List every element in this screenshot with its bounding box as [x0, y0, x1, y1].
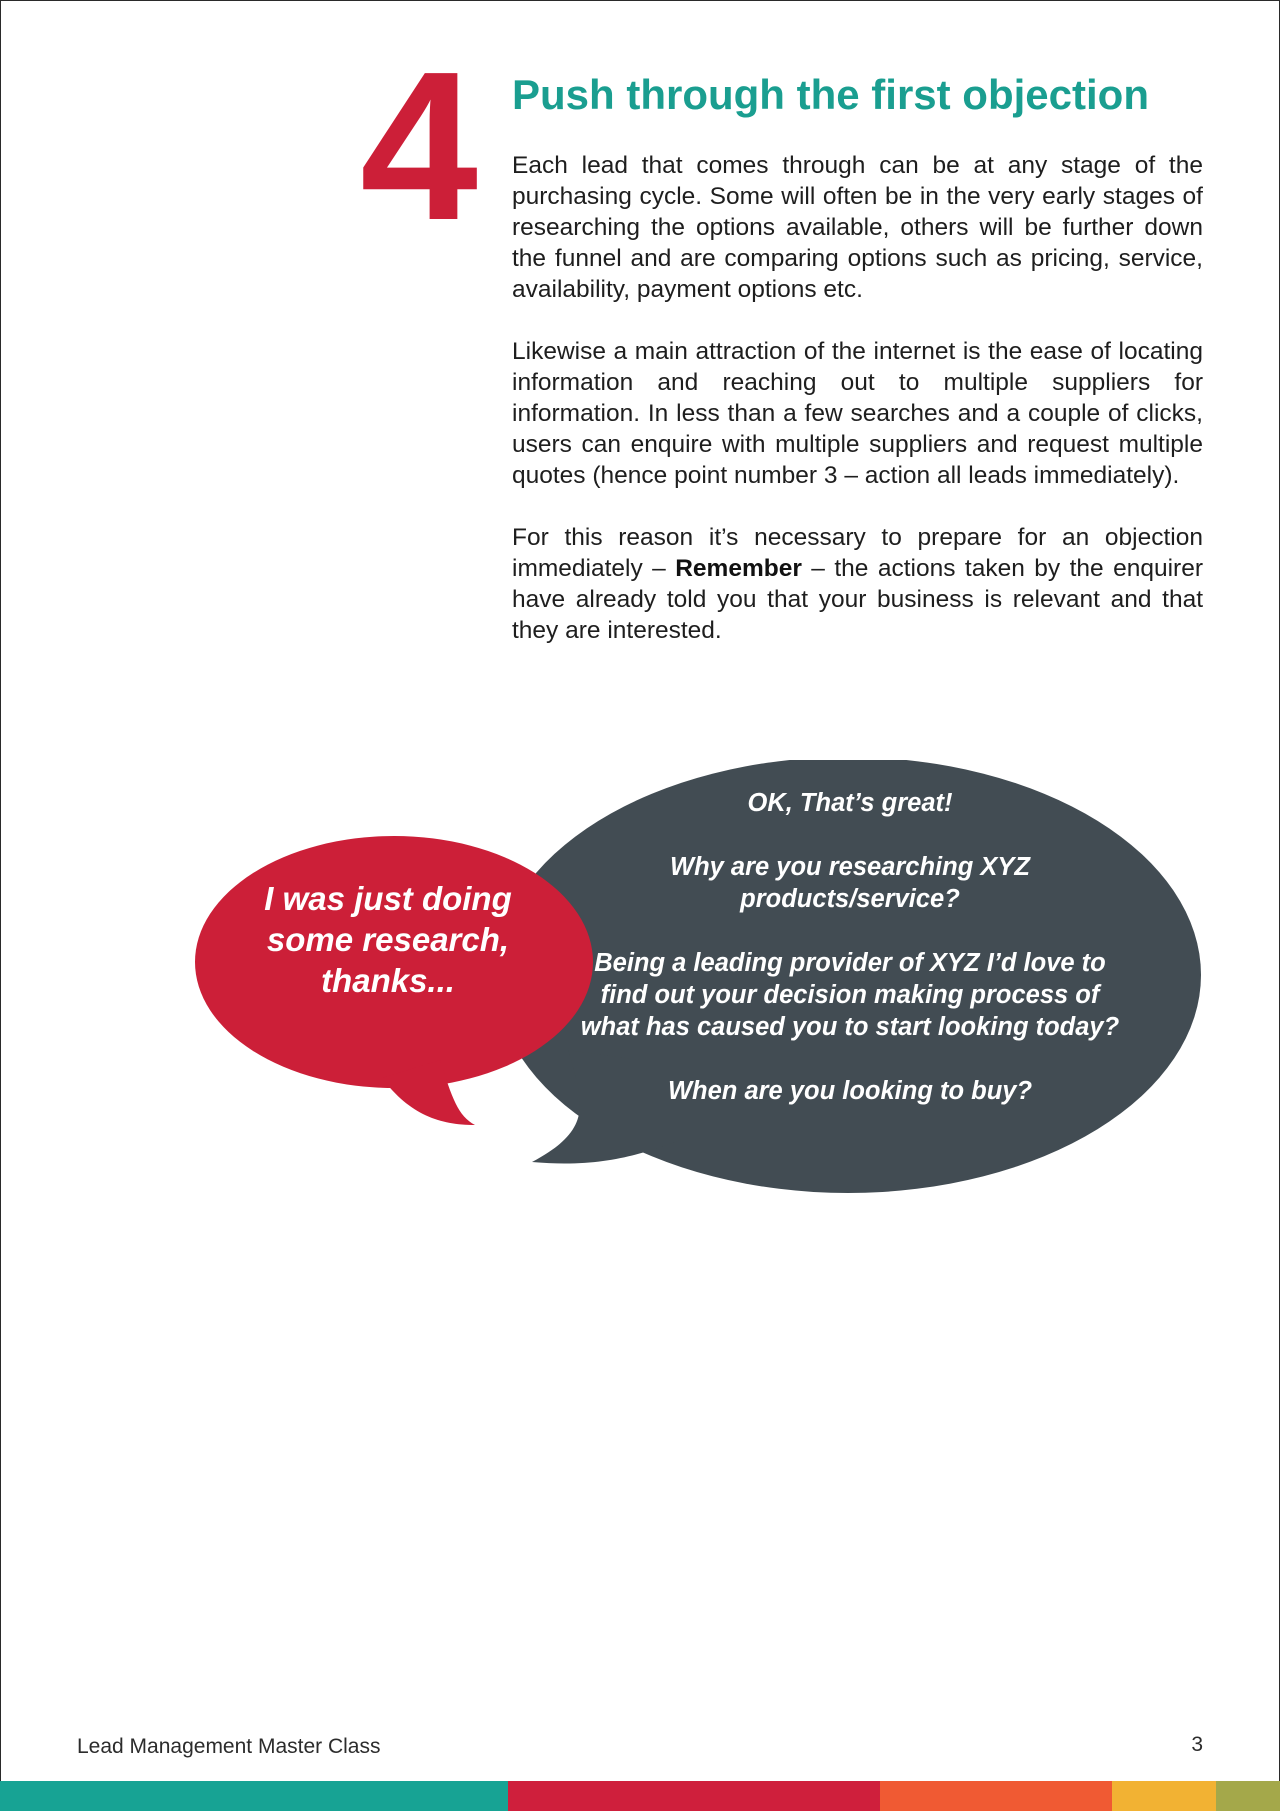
response-line-3: Being a leading provider of XYZ I’d love to find out your decision making process of what has caused you to start looking today?	[580, 949, 1120, 1041]
paragraph-2: Likewise a main attraction of the internet is the ease of locating information and reaching out to multiple suppliers for information. In less than a few searches and a couple of clicks, users can enquire with multiple suppliers and request multiple quotes (hence point number 3 – action all leads immediately).	[512, 338, 1203, 489]
color-bar-teal	[0, 1781, 508, 1811]
body-text	[512, 150, 1203, 677]
response-line-1: OK, That’s great!	[747, 789, 953, 817]
page-number: 3	[1191, 1733, 1203, 1756]
color-bar-olive	[1216, 1781, 1280, 1811]
footer-document-title: Lead Management Master Class	[77, 1735, 381, 1758]
response-line-2: Why are you researching XYZ products/service?	[670, 853, 1030, 913]
remember-emphasis: Remember	[675, 555, 802, 582]
paragraph-3-intro: For this reason it’s necessary to prepare for an objection immediately –	[512, 524, 1203, 582]
footer-color-bar	[0, 1781, 1280, 1811]
customer-objection-text: I was just doing some research, thanks...	[264, 880, 512, 999]
paragraph-1: Each lead that comes through can be at any stage of the purchasing cycle. Some will often be in the very early stages of researching the options available, others will be further down the funnel and are comparing options such as pricing, service, availability, payment options etc.	[512, 152, 1203, 303]
section-heading: Push through the first objection	[512, 71, 1149, 118]
color-bar-red	[508, 1781, 880, 1811]
color-bar-orange	[880, 1781, 1112, 1811]
paragraph-3	[512, 522, 1203, 646]
response-line-4: When are you looking to buy?	[667, 1077, 1033, 1105]
section-number: 4	[360, 27, 474, 264]
sales-response-text	[580, 787, 1120, 1139]
paragraph-3-rest: – the actions taken by the enquirer have already told you that your business is relevant and that they are interested.	[512, 555, 1203, 644]
color-bar-yellow	[1112, 1781, 1216, 1811]
